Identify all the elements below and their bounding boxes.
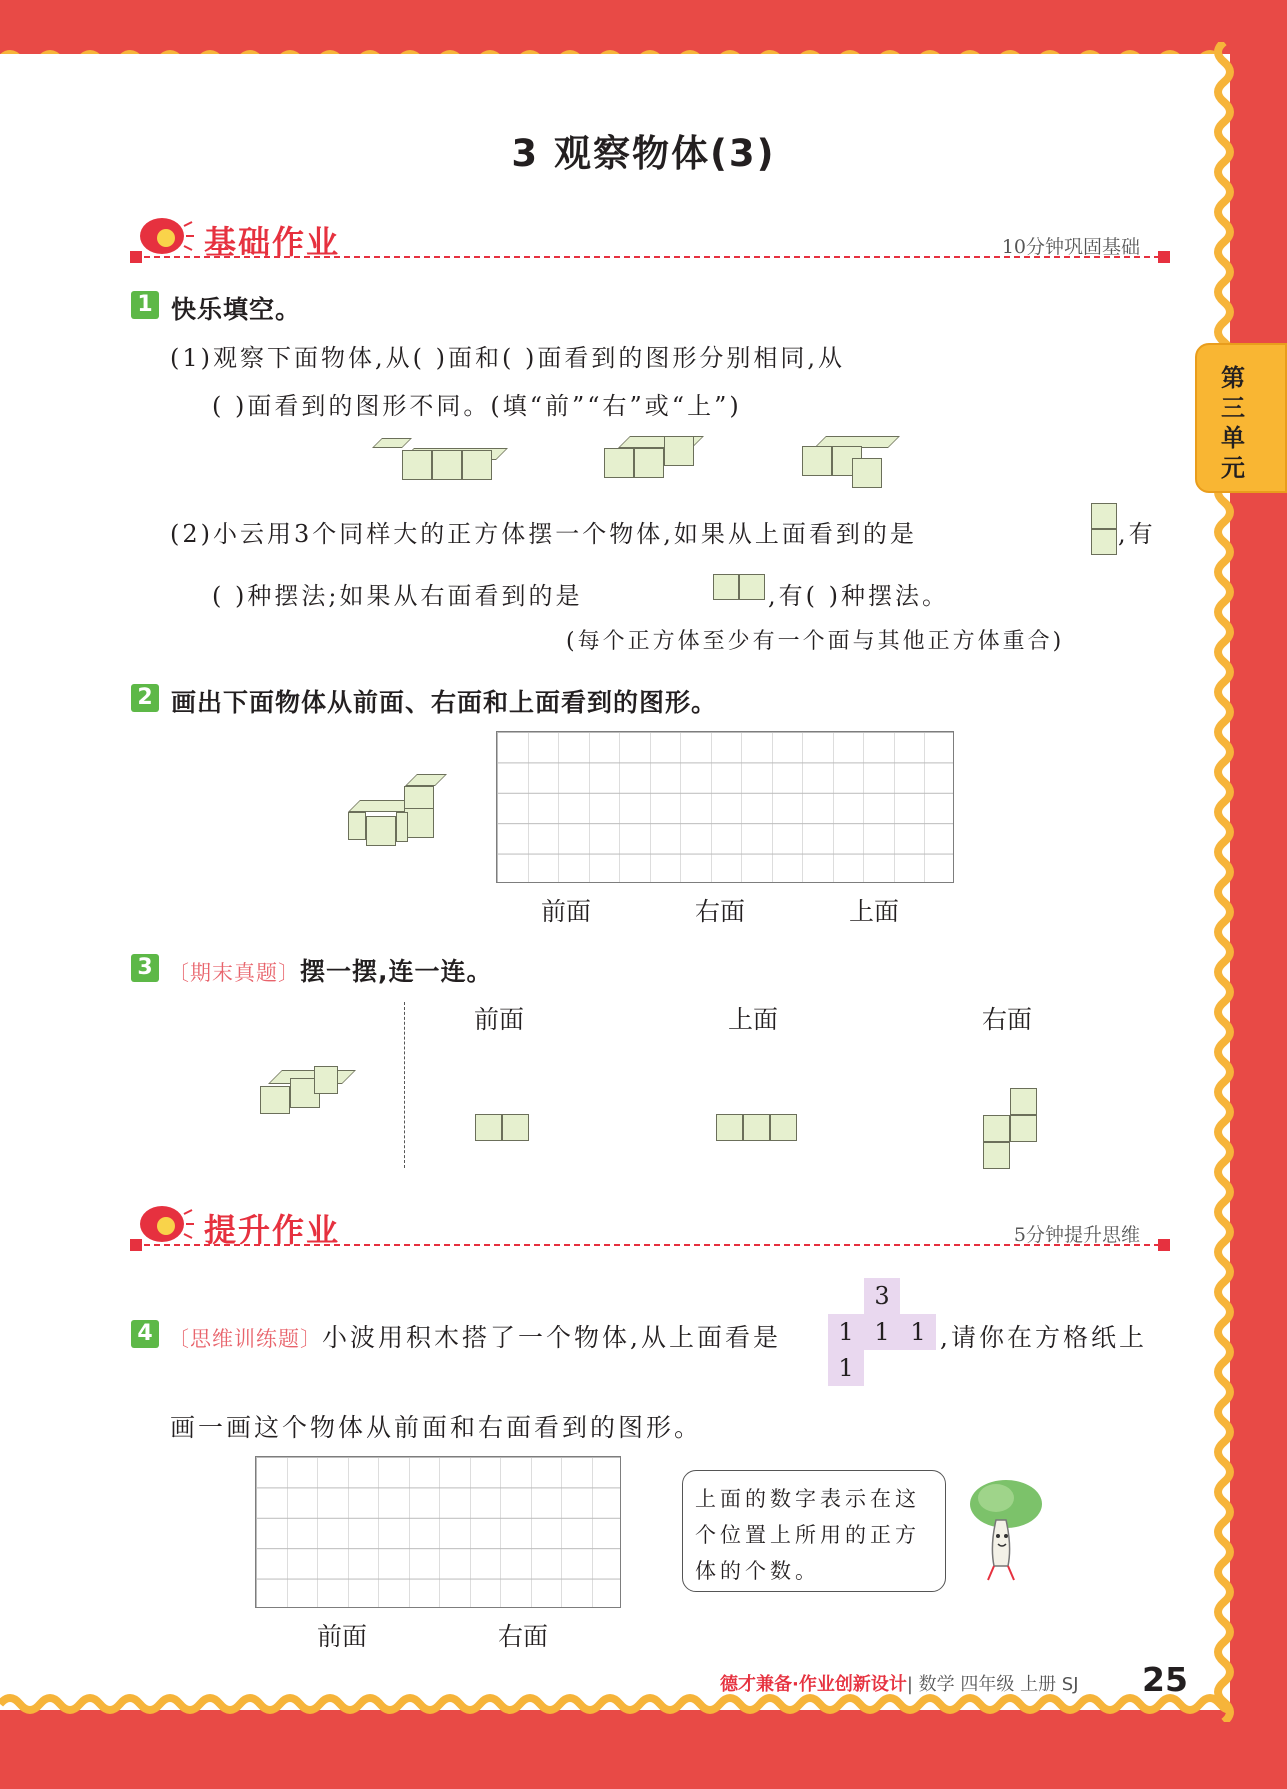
question-number: 4 — [131, 1320, 159, 1348]
footer-info: | 数学 四年级 上册 SJ — [906, 1674, 1079, 1695]
section-time: 5分钟提升思维 — [1013, 1224, 1140, 1246]
drawing-grid-q2[interactable] — [496, 731, 954, 883]
q1-part2-line2b: ,有( )种摆法。 — [768, 582, 949, 610]
hint-text: 上面的数字表示在这个位置上所用的正方体的个数。 — [695, 1487, 920, 1583]
top-view-cell: 1 — [828, 1350, 864, 1386]
section-dash-line — [134, 256, 1170, 258]
section-header-advanced — [128, 1200, 1170, 1250]
decorative-border-right — [1206, 42, 1242, 1722]
page-title: 3 观察物体(3) — [511, 132, 776, 175]
section-header-basic — [128, 212, 1170, 262]
label-top: 上面 — [728, 1005, 779, 1034]
q4-text-line1a — [168, 1318, 781, 1354]
q1-note: (每个正方体至少有一个面与其他正方体重合) — [566, 629, 1065, 654]
top-view-cell: 1 — [828, 1314, 864, 1350]
q1-part2-line2a: ( )种摆法;如果从右面看到的是 — [212, 582, 583, 610]
footer-brand: 德才兼备·作业创新设计 — [720, 1674, 907, 1695]
top-view-cell: 1 — [900, 1314, 936, 1350]
question-title-text: 摆一摆,连一连。 — [300, 957, 493, 986]
drawing-grid-q4[interactable] — [255, 1456, 621, 1608]
hint-bubble — [682, 1470, 946, 1592]
q1-part1-line1: (1)观察下面物体,从( )面和( )面看到的图形分别相同,从 — [170, 344, 845, 372]
top-view-cell: 1 — [864, 1314, 900, 1350]
question-number: 1 — [131, 291, 159, 319]
question-number: 3 — [131, 954, 159, 982]
section-title: 提升作业 — [204, 1211, 341, 1249]
dash-line-end — [1158, 251, 1170, 263]
label-right: 右面 — [695, 897, 746, 926]
unit-tab-label: 第三单元 — [1221, 364, 1245, 482]
question-title — [168, 952, 493, 988]
label-right: 右面 — [498, 1622, 549, 1651]
label-top: 上面 — [849, 897, 900, 926]
label-front: 前面 — [474, 1005, 525, 1034]
vegetable-mascot-icon — [956, 1476, 1046, 1586]
section-title: 基础作业 — [204, 223, 341, 261]
footer — [720, 1670, 1079, 1696]
question-number: 2 — [131, 684, 159, 712]
page-number: 25 — [1142, 1660, 1188, 1699]
divider-dashed — [404, 1002, 405, 1168]
dash-line-end — [1158, 1239, 1170, 1251]
label-front: 前面 — [317, 1622, 368, 1651]
question-tag: 〔期末真题〕 — [168, 961, 300, 985]
label-front: 前面 — [541, 897, 592, 926]
q4-text-a: 小波用积木搭了一个物体,从上面看是 — [322, 1323, 781, 1352]
q1-part1-line2: ( )面看到的图形不同。(填“前”“右”或“上”) — [212, 392, 742, 420]
section-time: 10分钟巩固基础 — [1001, 236, 1140, 258]
q1-part2-line1-end: ,有 — [1118, 520, 1156, 548]
question-title: 画出下面物体从前面、右面和上面看到的图形。 — [171, 688, 718, 717]
megaphone-icon — [134, 1200, 196, 1248]
question-tag: 〔思维训练题〕 — [168, 1327, 322, 1351]
megaphone-icon — [134, 212, 196, 260]
top-view-cell: 3 — [864, 1278, 900, 1314]
label-right: 右面 — [982, 1005, 1033, 1034]
q4-text-line1b: ,请你在方格纸上 — [940, 1323, 1147, 1352]
unit-tab — [1195, 343, 1287, 493]
q1-part2-line1: (2)小云用3个同样大的正方体摆一个物体,如果从上面看到的是 — [170, 520, 917, 548]
question-title: 快乐填空。 — [171, 295, 302, 324]
q4-text-line2: 画一画这个物体从前面和右面看到的图形。 — [170, 1413, 703, 1442]
section-dash-line — [134, 1244, 1170, 1246]
